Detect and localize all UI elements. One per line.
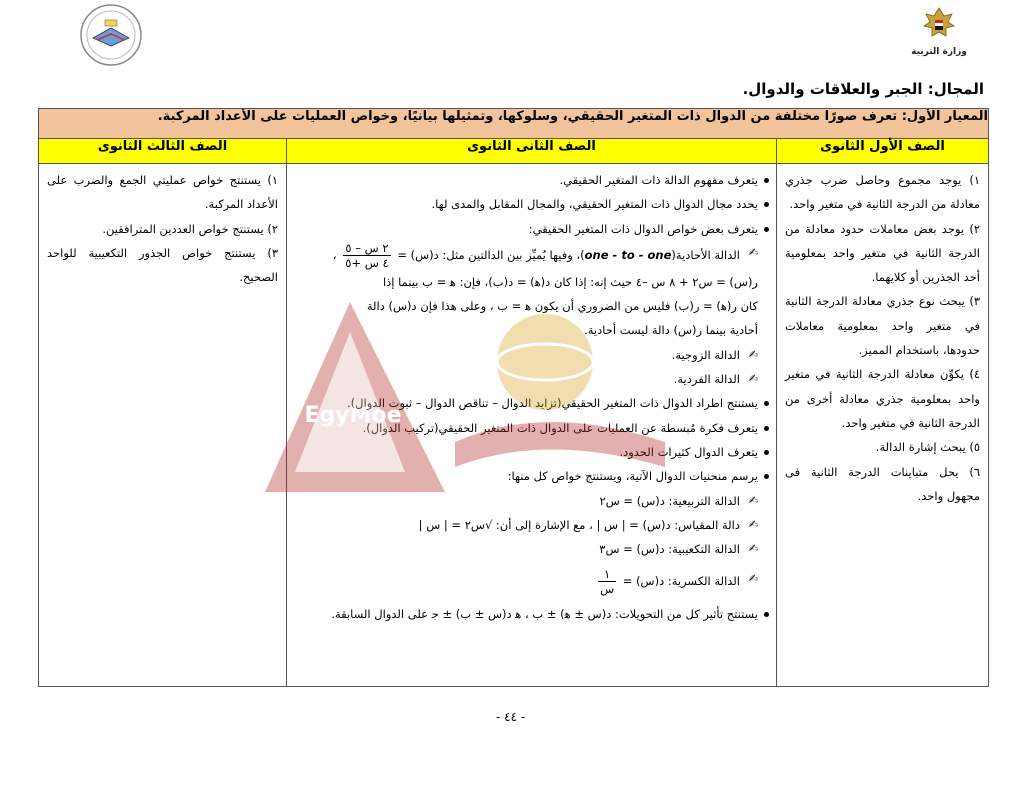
second-grade-bullet: يستنتج اطراد الدوال ذات المتغير الحقيقي(تزايد الدوال – تناقص الدوال – ثبوت الدوال). xyxy=(295,391,770,415)
ministry-emblem xyxy=(904,4,974,62)
first-grade-item: ٢) يوجد بعض معاملات حدود معادلة من الدرجة الثانية في متغير واحد بمعلومية أحد الجذرين أو كلايهما. xyxy=(785,221,980,285)
school-logo xyxy=(75,2,147,68)
second-grade-bullet: يحدد مجال الدوال ذات المتغير الحقيقي، والمجال المقابل والمدى لها. xyxy=(295,192,770,216)
cubic-item xyxy=(295,537,770,561)
first-grade-cell xyxy=(777,164,989,687)
ministry-name-mark: وزارة التربية xyxy=(911,47,967,57)
first-grade-item: ٤) يكوِّن معادلة الدرجة الثانية في متغير واحد بمعلومية جذري معادلة أخرى من الدرجة الثانية في متغير واحد. xyxy=(785,367,980,430)
one-to-one-item: ✍ الدالة الأحادية(one - to - one)، وفيها يُميِّز بين الدالتين مثل: د(س) = $\frac{\text{٢ س – ٥}}{\text{٤ س +٥}}$ ، xyxy=(332,240,758,270)
third-grade-item: ١) يستنتج خواص عمليتي الجمع والضرب على الأعداد المركبة. xyxy=(47,173,278,212)
third-grade-item: ٣) يستنتج خواص الجذور التكعيبية للواحد الصحيح. xyxy=(47,245,278,285)
example-line: أحادية بينما ر(س) دالة ليست أحادية. xyxy=(584,323,758,338)
third-grade-header: الصف الثالث الثانوى xyxy=(39,139,287,164)
domain-heading: المجال: الجبر والعلاقات والدوال. xyxy=(742,80,984,98)
watermark-text: EgyMoe xyxy=(304,403,402,428)
even-function-item xyxy=(295,343,770,367)
second-grade-cell xyxy=(287,164,777,687)
pencil-icon: ✍ xyxy=(748,542,758,556)
modulus-label: دالة المقياس: د(س) = | س | ، مع الإشارة إلى أن: √س٢ = | س | xyxy=(418,517,740,532)
standard-row xyxy=(39,109,989,139)
reciprocal-label: الدالة الكسرية: د(س) = xyxy=(622,574,740,589)
quadratic-item xyxy=(295,489,770,513)
pencil-icon: ✍ xyxy=(748,572,758,586)
first-grade-item: ٦) يحل متباينات الدرجة الثانية فى مجهول واحد. xyxy=(785,464,980,503)
example-line: ر(س) = س٢ + ٨ س –٤ حيث إنه: إذا كان د(ﻫ) = د(ب)، فإن: ﻫ = ب بينما إذا xyxy=(382,274,758,289)
second-grade-bullet: يتعرف فكرة مُبسطة عن العمليات على الدوال ذات المتغير الحقيقي(تركيب الدوال). xyxy=(295,416,770,440)
third-grade-cell xyxy=(39,164,287,687)
modulus-item xyxy=(295,513,770,537)
first-grade-item: ٥) يبحث إشارة الدالة. xyxy=(875,440,980,455)
second-grade-bullet: يتعرف مفهوم الدالة ذات المتغير الحقيقي. xyxy=(295,168,770,192)
pencil-icon: ✍ xyxy=(748,493,758,507)
grade-header-row xyxy=(39,139,989,164)
reciprocal-item xyxy=(295,567,770,596)
first-grade-item: ٣) يبحث نوع جذري معادلة الدرجة الثانية في متغير واحد بمعلومية معاملات حدودها، باستخدام المميز. xyxy=(785,294,980,358)
second-grade-header: الصف الثانى الثانوى xyxy=(287,139,777,164)
learning-outcomes-table xyxy=(38,108,989,687)
pencil-icon: ✍ xyxy=(748,372,758,386)
pencil-icon: ✍ xyxy=(748,347,758,361)
even-function-label: الدالة الزوجية. xyxy=(671,347,740,362)
example-line: كان ر(ﻫ) = ر(ب) فليس من الضروري أن يكون ﻫ = ب ، وعلى هذا فإن د(س) دالة xyxy=(366,299,758,314)
fraction-numerator: ١ xyxy=(598,567,616,582)
second-grade-bullet: يتعرف بعض خواص الدوال ذات المتغير الحقيقي: xyxy=(295,217,770,241)
odd-function-item xyxy=(295,367,770,391)
odd-function-label: الدالة الفردية. xyxy=(673,372,740,387)
fraction-numerator: ٢ س – ٥ xyxy=(343,241,390,256)
pencil-icon: ✍ xyxy=(748,245,758,259)
reciprocal-fraction xyxy=(598,567,616,596)
page-number: - ٤٤ - xyxy=(496,710,526,724)
first-grade-header: الصف الأول الثانوى xyxy=(777,139,989,164)
one-to-one-latin: one - to - one xyxy=(584,247,672,262)
pencil-icon: ✍ xyxy=(748,517,758,531)
fraction-denominator: ٤ س +٥ xyxy=(345,255,389,270)
third-grade-item: ٢) يستنتج خواص العددين المترافقين. xyxy=(102,221,278,236)
second-grade-bullet: يتعرف الدوال كثيرات الحدود. xyxy=(295,440,770,464)
one-to-one-prefix: الدالة الأحادية( xyxy=(671,247,740,262)
cubic-label: الدالة التكعيبية: د(س) = س٣ xyxy=(599,542,740,557)
first-grade-item: ١) يوجد مجموع وحاصل ضرب جذري معادلة من الدرجة الثانية في متغير واحد. xyxy=(785,173,980,212)
standard-text: المعيار الأول: تعرف صورًا مختلفة من الدوال ذات المتغير الحقيقي، وسلوكها، وتمثيلها بيانيًا، وخواص العمليات على الأعداد المركبة. xyxy=(39,109,989,139)
quadratic-label: الدالة التربيعية: د(س) = س٢ xyxy=(599,493,740,508)
second-grade-bullet: يرسم منحنيات الدوال الآتية، ويستنتج خواص كل منها: xyxy=(295,464,770,488)
fraction-function xyxy=(343,241,390,270)
one-to-one-suffix: )، وفيها يُميِّز بين الدالتين مثل: د(س) = xyxy=(397,247,585,262)
fraction-denominator: س xyxy=(600,582,615,597)
outcomes-body-row xyxy=(39,164,989,687)
second-grade-bullet: يستنتج تأثير كل من التحويلات: د(س ± ﻫ) ± ب ، ﻫ د(س ± ب) ± ﺟ على الدوال السابقة. xyxy=(295,602,770,626)
